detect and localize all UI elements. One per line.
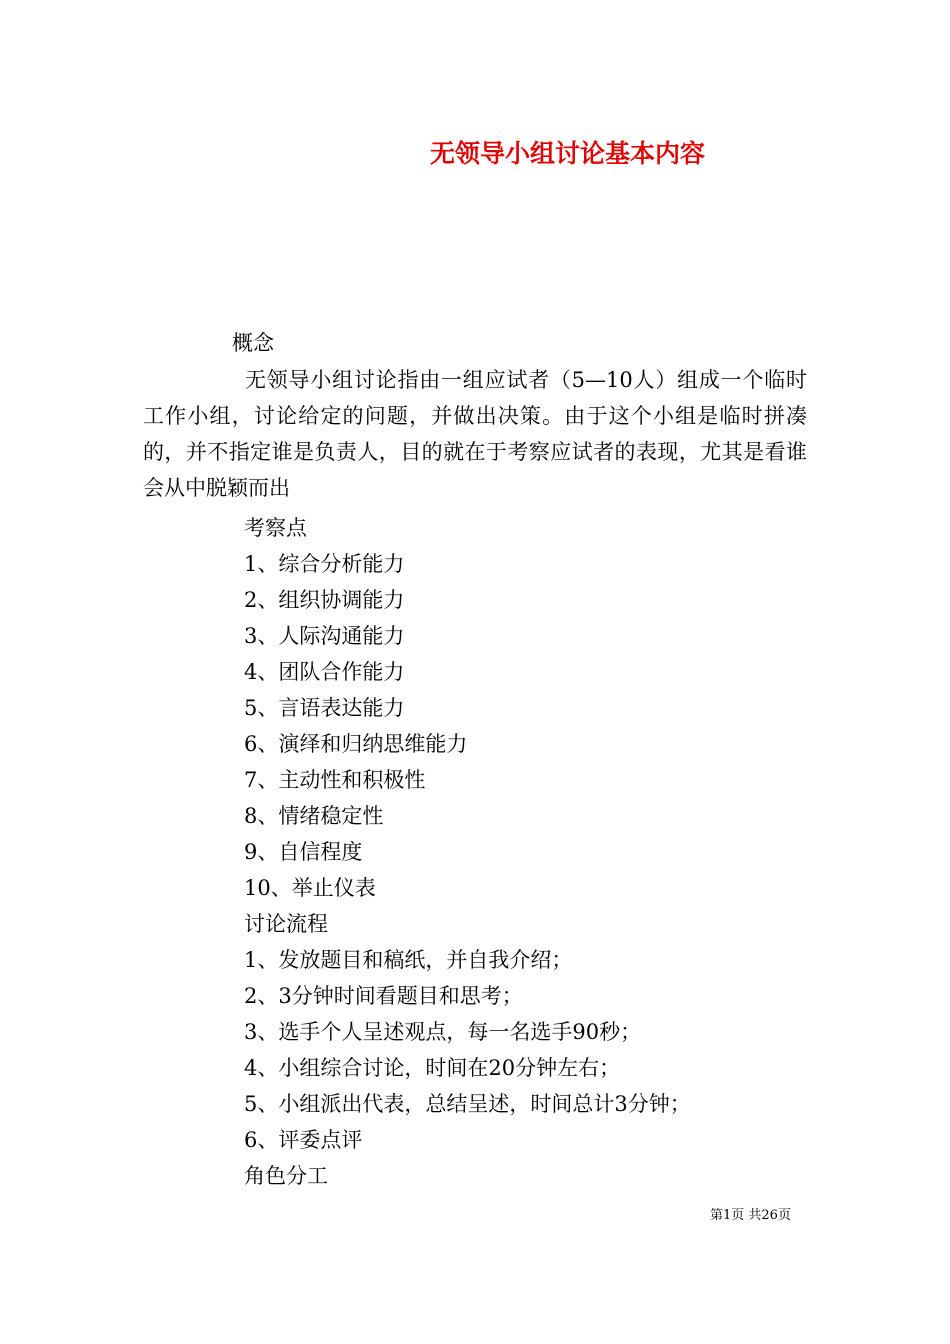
document-title: 无领导小组讨论基本内容 — [430, 139, 706, 168]
list-item: 4、团队合作能力 — [244, 660, 405, 684]
section-heading-process: 讨论流程 — [244, 912, 328, 936]
list-item: 2、组织协调能力 — [244, 588, 405, 612]
section-heading-assessment: 考察点 — [244, 516, 307, 540]
list-item: 3、人际沟通能力 — [244, 624, 405, 648]
list-item: 3、选手个人呈述观点，每一名选手90秒； — [244, 1020, 642, 1044]
list-item: 7、主动性和积极性 — [244, 768, 426, 792]
list-item: 8、情绪稳定性 — [244, 804, 384, 828]
list-item: 2、3分钟时间看题目和思考； — [244, 984, 523, 1008]
list-item: 6、评委点评 — [244, 1128, 363, 1152]
list-item: 1、综合分析能力 — [244, 552, 405, 576]
list-item: 4、小组综合讨论，时间在20分钟左右； — [244, 1056, 621, 1080]
list-item: 5、言语表达能力 — [244, 696, 405, 720]
list-item: 1、发放题目和稿纸，并自我介绍； — [244, 948, 573, 972]
page-number-footer: 第1页 共26页 — [710, 1208, 791, 1223]
list-item: 9、自信程度 — [244, 840, 363, 864]
content-lines — [244, 510, 691, 1194]
list-item: 6、演绎和归纳思维能力 — [244, 732, 468, 756]
list-item: 10、举止仪表 — [244, 876, 376, 900]
list-item: 5、小组派出代表，总结呈述，时间总计3分钟； — [244, 1092, 691, 1116]
section-heading-roles: 角色分工 — [244, 1164, 328, 1188]
concept-heading: 概念 — [232, 331, 274, 355]
concept-paragraph: 无领导小组讨论指由一组应试者（5—10人）组成一个临时工作小组，讨论给定的问题，并做出决策。由于这个小组是临时拼凑的，并不指定谁是负责人，目的就在于考察应试者的表现，尤其是看谁会从中脱颖而出 — [143, 368, 807, 500]
